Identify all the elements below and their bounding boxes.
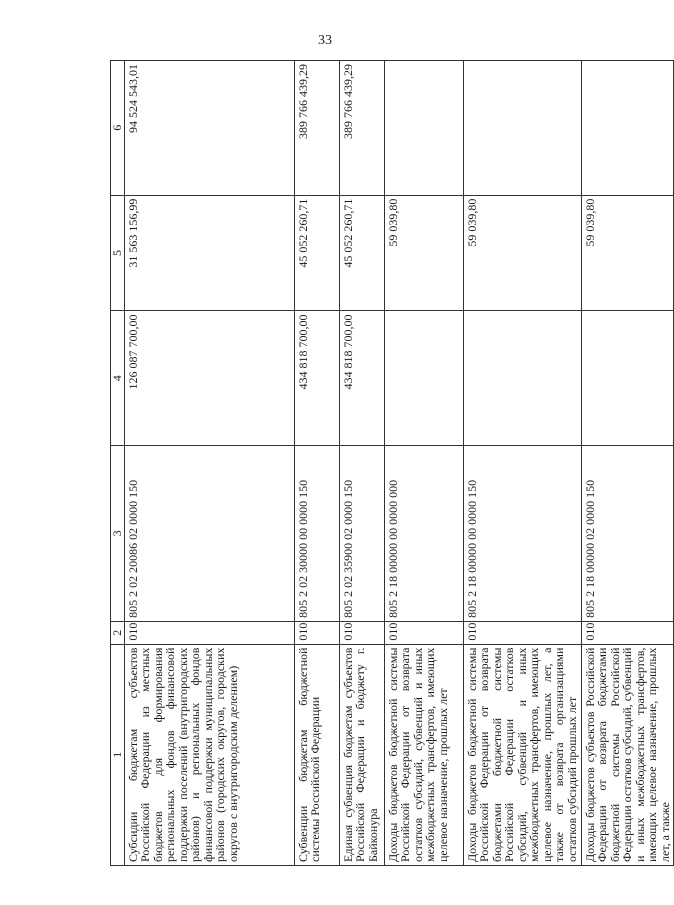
row-col5: 59 039,80	[384, 195, 463, 311]
column-header: 2	[111, 621, 125, 644]
row-col4	[581, 311, 674, 446]
row-col4: 434 818 700,00	[339, 311, 384, 446]
table-row	[294, 61, 339, 866]
row-col6	[463, 61, 581, 196]
row-col5: 45 052 260,71	[294, 195, 339, 311]
row-code: 805 2 02 30000 00 0000 150	[294, 445, 339, 621]
row-col4: 434 818 700,00	[294, 311, 339, 446]
row-col6	[384, 61, 463, 196]
row-grbs: 010	[463, 621, 581, 644]
row-col5: 31 563 156,99	[124, 195, 294, 311]
column-header: 3	[111, 445, 125, 621]
row-col4	[463, 311, 581, 446]
row-col6: 389 766 439,29	[294, 61, 339, 196]
table-header-row	[111, 61, 125, 866]
column-header: 4	[111, 311, 125, 446]
table-row	[124, 61, 294, 866]
row-col6: 94 524 543,01	[124, 61, 294, 196]
row-grbs: 010	[339, 621, 384, 644]
row-name: Субвенции бюджетам бюджетной системы Российской Федерации	[294, 644, 339, 865]
column-header: 5	[111, 195, 125, 311]
table-row	[384, 61, 463, 866]
row-code: 805 2 02 35900 02 0000 150	[339, 445, 384, 621]
revenue-table	[110, 60, 674, 866]
column-header: 6	[111, 61, 125, 196]
row-col4	[384, 311, 463, 446]
row-code: 805 2 18 00000 02 0000 150	[581, 445, 674, 621]
column-header: 1	[111, 644, 125, 865]
row-col5: 45 052 260,71	[339, 195, 384, 311]
row-code: 805 2 02 20086 02 0000 150	[124, 445, 294, 621]
row-code: 805 2 18 00000 00 0000 000	[384, 445, 463, 621]
table-row	[463, 61, 581, 866]
row-name: Доходы бюджетов бюджетной системы Российской Федерации от возврата бюджетами бюджетной системы Российской Федерации остатков субсидий, субвенций и иных межбюджетных трансфертов, имеющих целевое назначение, прошлых лет, а также от возврата организациями остатков субсидий прошлых лет	[463, 644, 581, 865]
row-grbs: 010	[124, 621, 294, 644]
row-col6: 389 766 439,29	[339, 61, 384, 196]
row-name: Доходы бюджетов бюджетной системы Российской Федерации от возврата остатков субсидий, субвенций и иных межбюджетных трансфертов, имеющих целевое назначение, прошлых лет	[384, 644, 463, 865]
row-col5: 59 039,80	[581, 195, 674, 311]
row-name: Субсидии бюджетам субъектов Российской Федерации из местных бюджетов для формирования региональных фондов финансовой поддержки поселений (внутригородских районов) и региональных фондов финансовой поддержки муниципальных районов (городских округов, городских округов с внутригородским делением)	[124, 644, 294, 865]
row-name: Доходы бюджетов субъектов Российской Федерации от возврата бюджетами бюджетной системы Российской Федерации остатков субсидий, субвенций и иных межбюджетных трансфертов, имеющих целевое назначение, прошлых лет, а также	[581, 644, 674, 865]
rotated-table-container	[110, 60, 672, 866]
table-row	[581, 61, 674, 866]
page-number: 33	[318, 33, 332, 48]
table-row	[339, 61, 384, 866]
row-col4: 126 087 700,00	[124, 311, 294, 446]
row-col6	[581, 61, 674, 196]
row-col5: 59 039,80	[463, 195, 581, 311]
row-grbs: 010	[294, 621, 339, 644]
row-code: 805 2 18 00000 00 0000 150	[463, 445, 581, 621]
row-grbs: 010	[581, 621, 674, 644]
row-name: Единая субвенция бюджетам субъектов Российской Федерации и бюджету г. Байконура	[339, 644, 384, 865]
row-grbs: 010	[384, 621, 463, 644]
